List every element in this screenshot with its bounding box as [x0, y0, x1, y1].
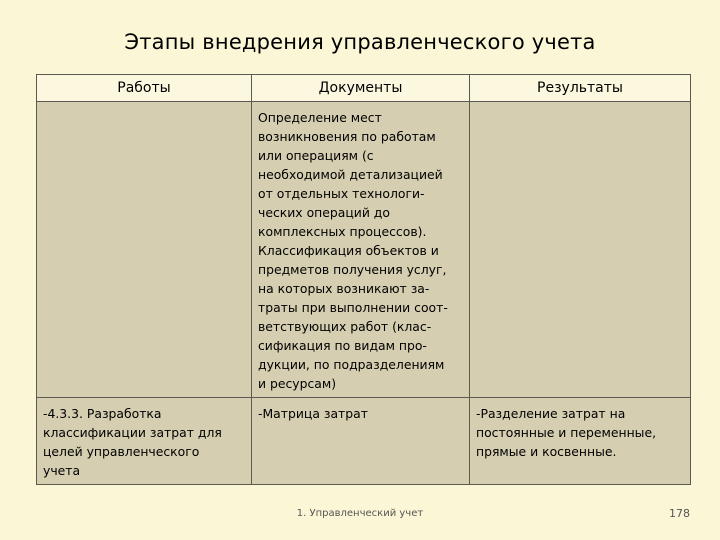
- cell-documents: [252, 398, 470, 485]
- cell-text: Определение мест возникновения по работам или операциям (с необходимой детализацией от отдельных технологи- ческих операций до комплексных процессов). Классификация объектов и предметов получения услуг, на которых возникают за- траты при выполнении соот- ветствующих работ (клас- сификация по видам про- дукции, по подразделениям и ресурсам): [258, 110, 448, 391]
- cell-documents: [252, 102, 470, 398]
- table-row: [37, 102, 691, 398]
- header-results: Результаты: [470, 75, 691, 102]
- page-number: 178: [669, 507, 690, 520]
- header-works: Работы: [37, 75, 252, 102]
- slide-title: Этапы внедрения управленческого учета: [124, 30, 596, 54]
- header-documents: Документы: [252, 75, 470, 102]
- cell-text: -Матрица затрат: [258, 406, 368, 421]
- cell-results: [470, 102, 691, 398]
- cell-text: -Разделение затрат на постоянные и переменные, прямые и косвенные.: [476, 406, 657, 459]
- cell-works: [37, 102, 252, 398]
- table-row: [37, 398, 691, 485]
- cell-works: [37, 398, 252, 485]
- footer-caption: 1. Управленческий учет: [296, 508, 424, 519]
- table-header-row: [37, 75, 691, 102]
- stages-table: [36, 74, 691, 485]
- cell-text: -4.3.3. Разработка классификации затрат для целей управленческого учета: [43, 406, 222, 478]
- cell-results: [470, 398, 691, 485]
